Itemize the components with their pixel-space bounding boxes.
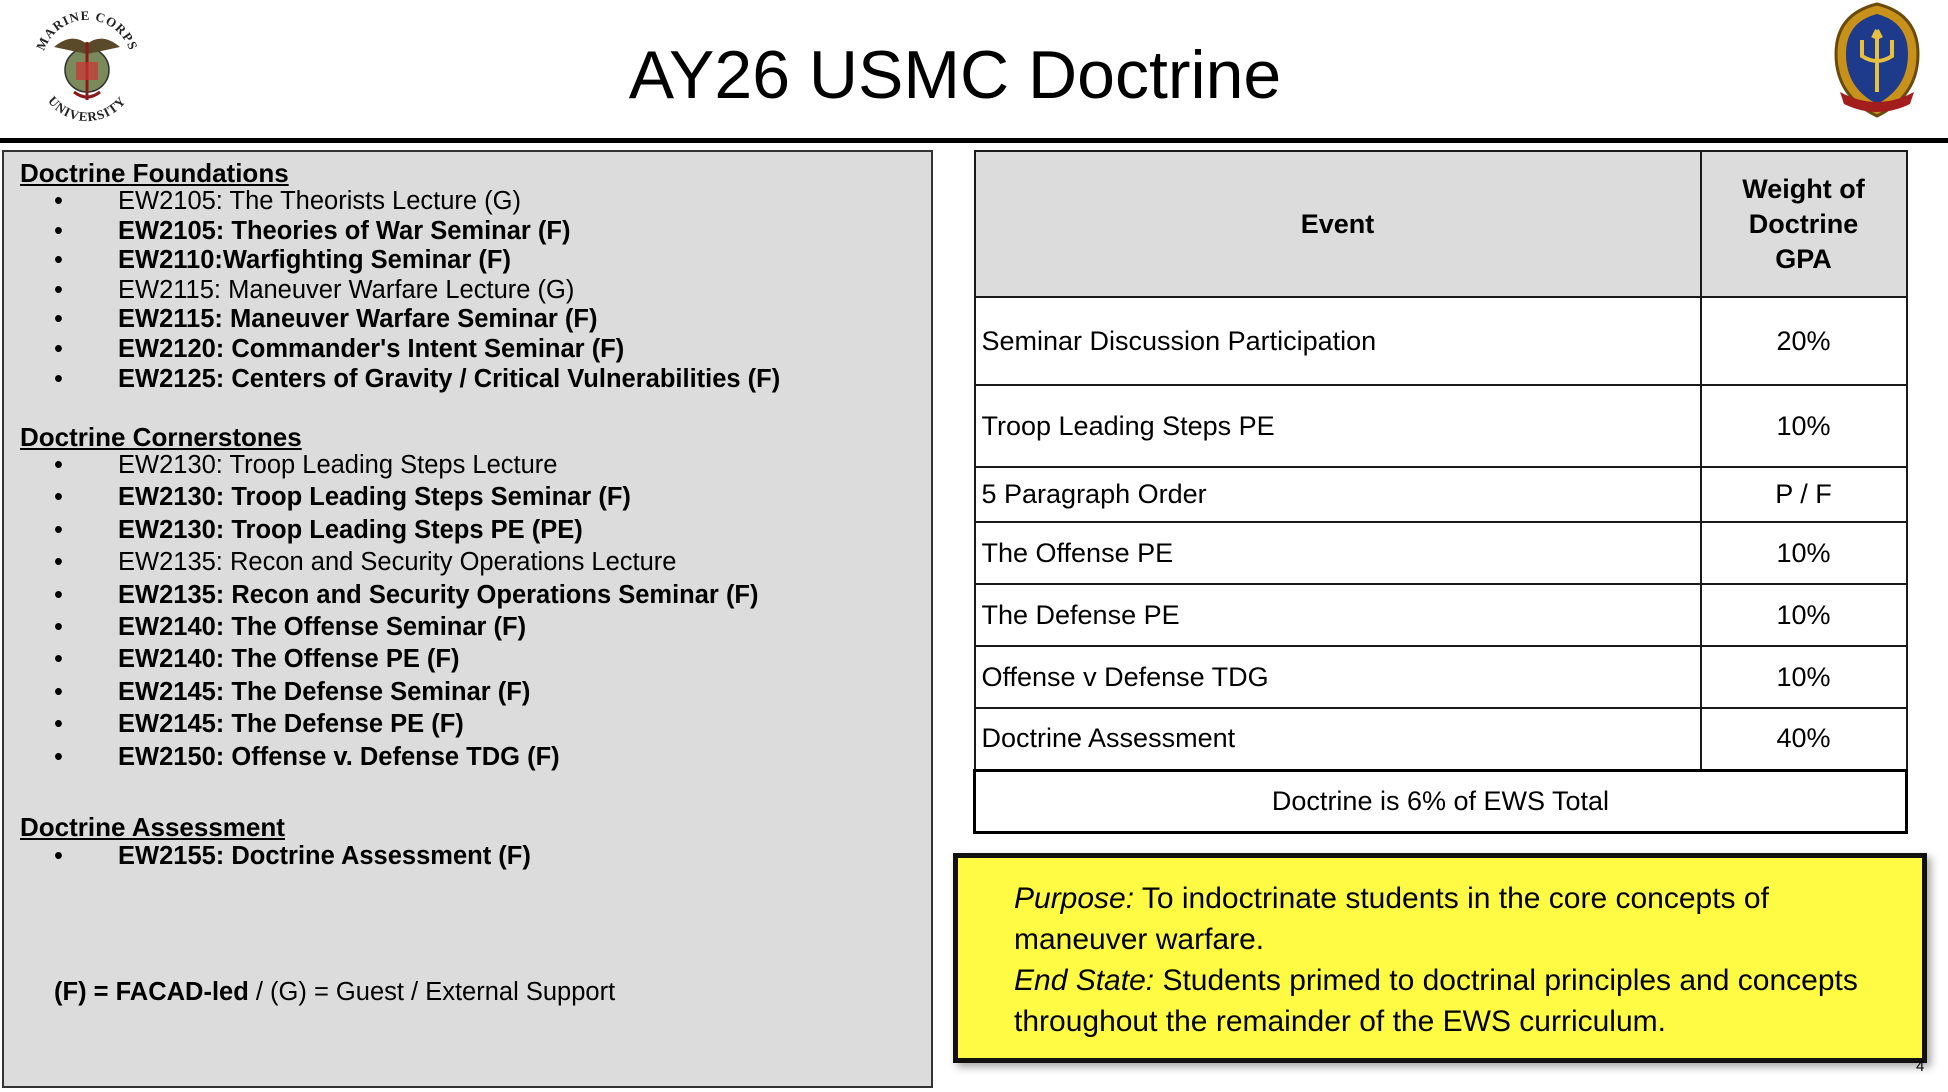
svg-text:UNIVERSITY: UNIVERSITY <box>45 93 129 125</box>
purpose-statement <box>1014 878 1882 960</box>
section-heading-foundations: Doctrine Foundations <box>20 158 289 188</box>
end-state-text: Students primed to doctrinal principles and concepts throughout the remainder of the EWS curriculum. <box>1014 964 1858 1038</box>
event-cell: Doctrine Assessment <box>975 708 1701 770</box>
purpose-callout <box>953 853 1927 1063</box>
course-item-text: EW2110:Warfighting Seminar (F) <box>118 246 511 275</box>
table-row <box>975 708 1907 770</box>
course-item-text: EW2135: Recon and Security Operations Seminar (F) <box>118 580 759 609</box>
bullet-icon: • <box>54 483 63 512</box>
table-header-row <box>975 151 1907 297</box>
event-cell: Offense v Defense TDG <box>975 646 1701 708</box>
weight-cell: 10% <box>1701 385 1907 467</box>
course-item-text: EW2120: Commander's Intent Seminar (F) <box>118 334 625 363</box>
table-row <box>975 522 1907 584</box>
purpose-text: To indoctrinate students in the core concepts of maneuver warfare. <box>1014 882 1769 956</box>
svg-text:MARINE CORPS: MARINE CORPS <box>32 7 142 53</box>
section-heading-assessment: Doctrine Assessment <box>20 812 285 842</box>
course-item-text: EW2140: The Offense PE (F) <box>118 645 460 674</box>
bullet-icon: • <box>54 677 63 706</box>
weight-cell: 10% <box>1701 522 1907 584</box>
bullet-icon: • <box>54 216 63 245</box>
course-item-text: EW2150: Offense v. Defense TDG (F) <box>118 742 560 771</box>
course-item-text: EW2115: Maneuver Warfare Seminar (F) <box>118 305 598 334</box>
event-cell: Troop Leading Steps PE <box>975 385 1701 467</box>
bullet-icon: • <box>54 334 63 363</box>
course-item-text: EW2105: The Theorists Lecture (G) <box>118 187 521 215</box>
bullet-icon: • <box>54 580 63 609</box>
purpose-label: Purpose: <box>1014 882 1135 915</box>
course-item-text: EW2130: Troop Leading Steps Seminar (F) <box>118 483 631 512</box>
bullet-icon: • <box>54 364 63 393</box>
bullet-icon: • <box>54 451 63 479</box>
legend-facad-key: (F) = FACAD-led <box>54 978 249 1006</box>
event-cell: The Defense PE <box>975 584 1701 646</box>
bullet-icon: • <box>54 548 63 577</box>
course-item-text: EW2115: Maneuver Warfare Lecture (G) <box>118 275 575 304</box>
legend-note <box>54 978 615 1007</box>
event-cell: 5 Paragraph Order <box>975 467 1701 522</box>
weight-cell: 10% <box>1701 584 1907 646</box>
trident-crest-icon <box>1836 4 1918 116</box>
section-heading-cornerstones: Doctrine Cornerstones <box>20 422 302 452</box>
bullet-icon: • <box>54 305 63 334</box>
table-footer-row <box>975 770 1907 832</box>
event-cell: The Offense PE <box>975 522 1701 584</box>
header-divider <box>0 138 1948 143</box>
column-header-weight: Weight of Doctrine GPA <box>1701 151 1907 297</box>
weight-cell: 20% <box>1701 297 1907 385</box>
slide-header <box>0 0 1948 140</box>
bullet-icon: • <box>54 710 63 739</box>
end-state-statement <box>1014 960 1882 1042</box>
bullet-icon: • <box>54 842 63 870</box>
end-state-label: End State: <box>1014 964 1155 997</box>
legend-rest: / (G) = Guest / External Support <box>248 978 616 1006</box>
course-item-text: EW2130: Troop Leading Steps Lecture <box>118 451 558 479</box>
page-number: 4 <box>1916 1058 1925 1075</box>
table-body <box>975 297 1907 832</box>
bullet-icon: • <box>54 246 63 275</box>
course-item-text: EW2145: The Defense Seminar (F) <box>118 677 531 706</box>
course-item-text: EW2135: Recon and Security Operations Lecture <box>118 548 677 577</box>
grade-weight-table <box>973 150 1908 834</box>
table-row <box>975 646 1907 708</box>
course-item-text: EW2125: Centers of Gravity / Critical Vulnerabilities (F) <box>118 364 781 393</box>
event-cell: Seminar Discussion Participation <box>975 297 1701 385</box>
weight-cell: P / F <box>1701 467 1907 522</box>
curriculum-panel <box>2 150 933 1088</box>
bullet-icon: • <box>54 187 63 215</box>
bullet-icon: • <box>54 742 63 771</box>
bullet-icon: • <box>54 515 63 544</box>
course-item-text: EW2155: Doctrine Assessment (F) <box>118 842 531 870</box>
table-row <box>975 385 1907 467</box>
course-item-text: EW2145: The Defense PE (F) <box>118 710 464 739</box>
slide-title: AY26 USMC Doctrine <box>628 37 1282 113</box>
bullet-icon: • <box>54 275 63 304</box>
table-row <box>975 584 1907 646</box>
ews-crest-logo <box>1826 0 1928 122</box>
table-footer-note: Doctrine is 6% of EWS Total <box>975 770 1907 832</box>
weight-cell: 40% <box>1701 708 1907 770</box>
column-header-event: Event <box>975 151 1701 297</box>
bullet-icon: • <box>54 612 63 641</box>
table-row <box>975 467 1907 522</box>
table-row <box>975 297 1907 385</box>
weight-cell: 10% <box>1701 646 1907 708</box>
bullet-icon: • <box>54 645 63 674</box>
course-item-text: EW2105: Theories of War Seminar (F) <box>118 216 571 245</box>
course-item-text: EW2130: Troop Leading Steps PE (PE) <box>118 515 583 544</box>
course-item-text: EW2140: The Offense Seminar (F) <box>118 612 527 641</box>
